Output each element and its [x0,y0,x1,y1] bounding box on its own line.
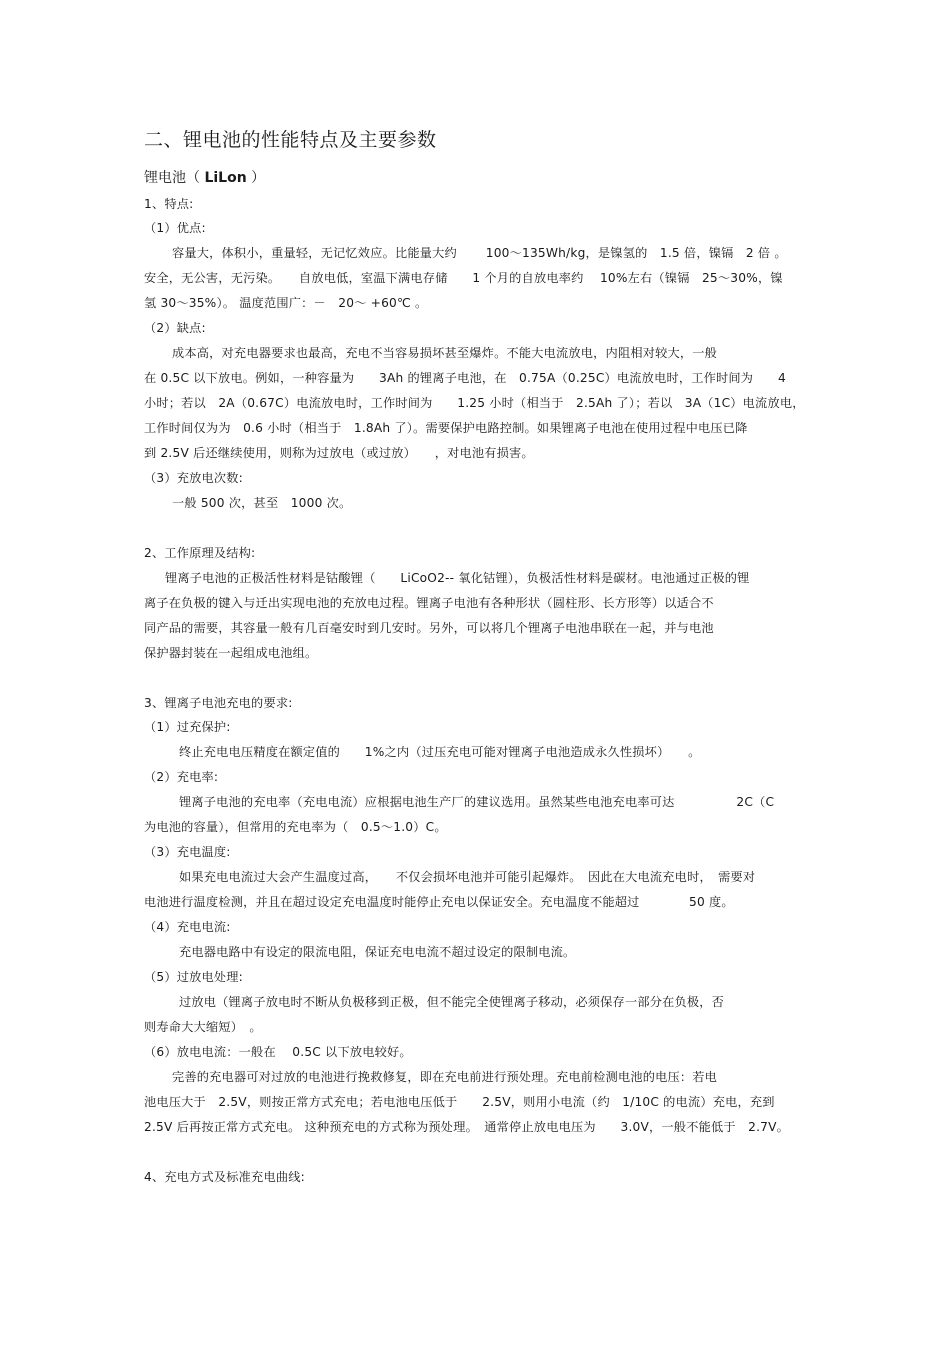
paragraph-line: 到 2.5V 后还继续使用，则称为过放电（或过放） ，对电池有损害。 [144,446,534,460]
subheading-charge-rate: （2）充电率: [144,770,219,784]
paragraph-line: 安全，无公害，无污染。 自放电低，室温下满电存储 1 个月的自放电率约 10%左右（镍镉 25～30%，镍 [144,271,783,285]
paragraph-line: 完善的充电器可对过放的电池进行挽救修复，即在充电前进行预处理。充电前检测电池的电压：若电 [172,1070,718,1084]
subheading-discharge-current: （6）放电电流：一般在 0.5C 以下放电较好。 [144,1045,412,1059]
paragraph-line: 充电器电路中有设定的限流电阻，保证充电电流不超过设定的限制电流。 [179,945,576,959]
paragraph-line: 工作时间仅为为 0.6 小时（相当于 1.8Ah 了）。需要保护电路控制。如果锂离子电池在使用过程中电压已降 [144,421,748,435]
paragraph-line: 池电压大于 2.5V，则按正常方式充电；若电池电压低于 2.5V，则用小电流（约 1/10C 的电流）充电，充到 [144,1095,775,1109]
paragraph-line: 小时；若以 2A（0.67C）电流放电时，工作时间为 1.25 小时（相当于 2.5Ah 了）；若以 3A（1C）电流放电， [144,396,805,410]
paragraph-line: 则寿命大大缩短） 。 [144,1020,262,1034]
subheading-overdischarge: （5）过放电处理: [144,970,243,984]
paragraph-line: 锂离子电池的正极活性材料是钴酸锂（ LiCoO2-- 氧化钴锂），负极活性材料是碳材。电池通过正极的锂 [165,571,750,585]
paragraph-line: 终止充电电压精度在额定值的 1%之内（过压充电可能对锂离子电池造成永久性损坏） 。 [179,745,701,759]
heading-principle: 2、工作原理及结构: [144,546,256,560]
paragraph-line: 成本高，对充电器要求也最高，充电不当容易损坏甚至爆炸。不能大电流放电，内阻相对较大，一般 [172,346,718,360]
paragraph-line: 容量大，体积小，重量轻，无记忆效应。比能量大约 100～135Wh/kg，是镍氢的 1.5 倍，镍镉 2 倍 。 [172,246,787,260]
subheading-overcharge: （1）过充保护: [144,720,231,734]
heading-charging-requirements: 3、锂离子电池充电的要求: [144,696,293,710]
section-title: 二、锂电池的性能特点及主要参数 [144,129,437,151]
subheading-cycles: （3）充放电次数: [144,471,243,485]
paragraph-line: 锂离子电池的充电率（充电电流）应根据电池生产厂的建议选用。虽然某些电池充电率可达 2C（C [179,795,775,809]
heading-features: 1、特点: [144,197,194,211]
paragraph-line: 过放电（锂离子放电时不断从负极移到正极，但不能完全使锂离子移动，必须保存一部分在负极，否 [179,995,725,1009]
paragraph-line: 电池进行温度检测，并且在超过设定充电温度时能停止充电以保证安全。充电温度不能超过 50 度。 [144,895,734,909]
paragraph-line: 氢 30～35%）。 温度范围广：－ 20～ +60℃ 。 [144,296,428,310]
paragraph-line: 一般 500 次，甚至 1000 次。 [172,496,352,510]
section-subtitle [144,168,265,188]
paragraph-line: 同产品的需要，其容量一般有几百毫安时到几安时。另外，可以将几个锂离子电池串联在一起，并与电池 [144,621,714,635]
paragraph-line: 保护器封装在一起组成电池组。 [144,646,318,660]
heading-charging-methods: 4、充电方式及标准充电曲线: [144,1170,305,1184]
subheading-charge-temperature: （3）充电温度: [144,845,231,859]
subtitle-term: LiLon [204,170,247,186]
paragraph-line: 为电池的容量），但常用的充电率为（ 0.5～1.0）C。 [144,820,447,834]
paragraph-line: 在 0.5C 以下放电。例如，一种容量为 3Ah 的锂离子电池，在 0.75A（0.25C）电流放电时，工作时间为 4 [144,371,786,385]
paragraph-line: 离子在负极的键入与迁出实现电池的充放电过程。锂离子电池有各种形状（圆柱形、长方形等）以适合不 [144,596,714,610]
subtitle-prefix: 锂电池（ [144,170,205,186]
paragraph-line: 2.5V 后再按正常方式充电。 这种预充电的方式称为预处理。 通常停止放电电压为 3.0V，一般不能低于 2.7V。 [144,1120,790,1134]
subtitle-suffix: ） [246,170,266,186]
subheading-disadvantages: （2）缺点: [144,321,206,335]
subheading-charge-current: （4）充电电流: [144,920,231,934]
subheading-advantages: （1）优点: [144,221,206,235]
paragraph-line: 如果充电电流过大会产生温度过高， 不仅会损坏电池并可能引起爆炸。 因此在大电流充电时， 需要对 [179,870,756,884]
